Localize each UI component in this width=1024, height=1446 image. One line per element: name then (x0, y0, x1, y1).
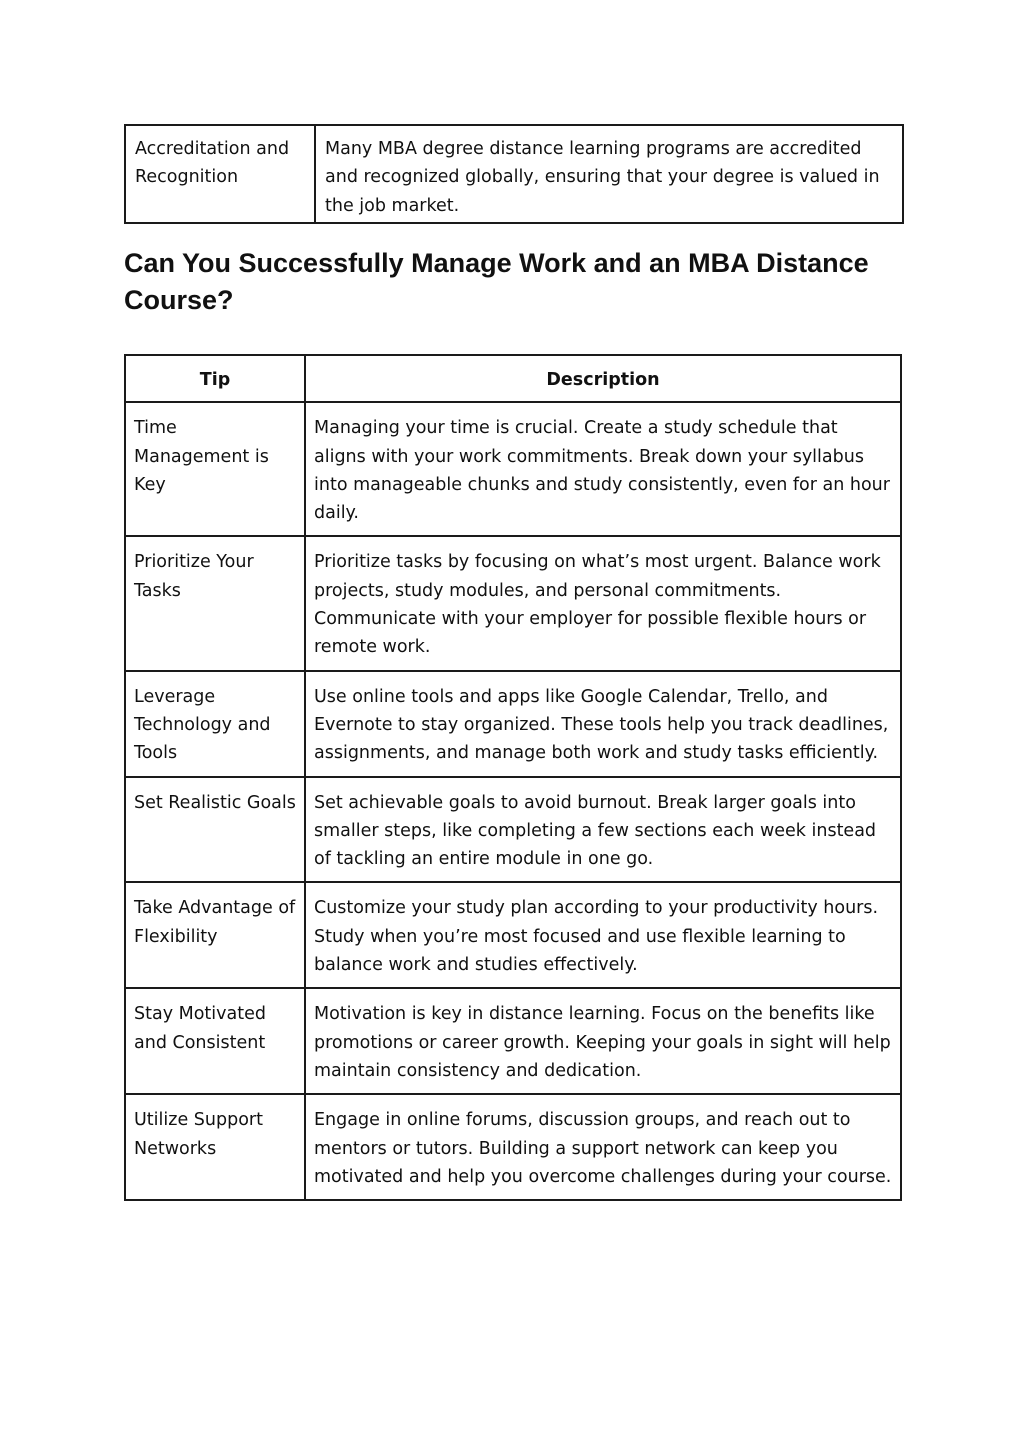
tip-cell: Leverage Technology and Tools (125, 671, 305, 777)
table-row (125, 777, 901, 883)
row-label-cell: Accreditation and Recognition (125, 125, 315, 223)
description-cell: Use online tools and apps like Google Calendar, Trello, and Evernote to stay organized. These tools help you track deadlines, assignments, and manage both work and study tasks efficiently. (305, 671, 901, 777)
accreditation-table (124, 124, 904, 224)
table-row (125, 402, 901, 536)
description-cell: Managing your time is crucial. Create a study schedule that aligns with your work commitments. Break down your syllabus into manageable chunks and study consistently, even for an hour daily. (305, 402, 901, 536)
table-row (125, 988, 901, 1094)
table-row (125, 536, 901, 670)
table-header-row (125, 355, 901, 402)
tip-cell: Take Advantage of Flexibility (125, 882, 305, 988)
tip-cell: Time Management is Key (125, 402, 305, 536)
table-row (125, 882, 901, 988)
tip-cell: Prioritize Your Tasks (125, 536, 305, 670)
table-row (125, 125, 903, 223)
column-header-tip: Tip (125, 355, 305, 402)
description-cell: Motivation is key in distance learning. Focus on the benefits like promotions or career growth. Keeping your goals in sight will help maintain consistency and dedication. (305, 988, 901, 1094)
tip-cell: Utilize Support Networks (125, 1094, 305, 1200)
description-cell: Customize your study plan according to your productivity hours. Study when you’re most focused and use flexible learning to balance work and studies effectively. (305, 882, 901, 988)
description-cell: Set achievable goals to avoid burnout. Break larger goals into smaller steps, like completing a few sections each week instead of tackling an entire module in one go. (305, 777, 901, 883)
column-header-description: Description (305, 355, 901, 402)
table-row (125, 1094, 901, 1200)
table-row (125, 671, 901, 777)
section-heading: Can You Successfully Manage Work and an MBA Distance Course? (124, 248, 869, 315)
row-description-cell: Many MBA degree distance learning programs are accredited and recognized globally, ensuring that your degree is valued in the job market. (315, 125, 903, 223)
description-cell: Prioritize tasks by focusing on what’s most urgent. Balance work projects, study modules, and personal commitments. Communicate with your employer for possible flexible hours or remote work. (305, 536, 901, 670)
tips-table (124, 354, 902, 1201)
description-cell: Engage in online forums, discussion groups, and reach out to mentors or tutors. Building a support network can keep you motivated and help you overcome challenges during your course. (305, 1094, 901, 1200)
tip-cell: Stay Motivated and Consistent (125, 988, 305, 1094)
tip-cell: Set Realistic Goals (125, 777, 305, 883)
